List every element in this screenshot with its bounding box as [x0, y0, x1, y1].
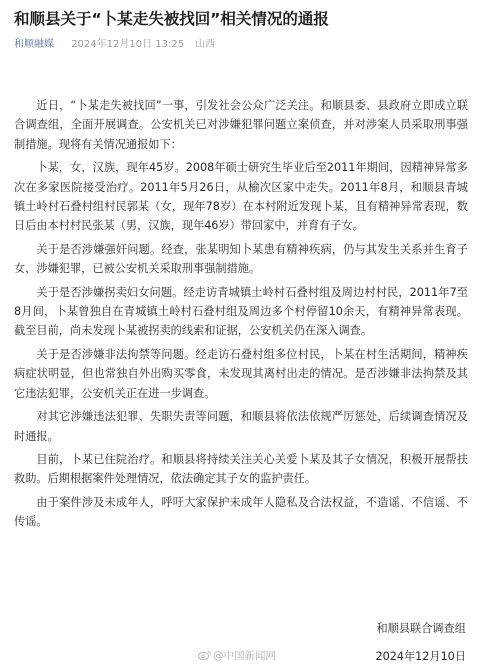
signature-date: 2024年12月10日	[375, 650, 466, 663]
paragraph-current-status: 目前，卜某已住院治疗。和顺县将持续关注关心关爱卜某及其子女情况，积极开展帮扶救助。后期根据案件处理情况，依法确定其子女的监护责任。	[14, 452, 468, 486]
watermark-text: @中国新闻网	[213, 650, 276, 662]
paragraph-other-issues: 对其它涉嫌违法犯罪、失职失责等问题，和顺县将依法依规严厉惩处，后续调查情况及时通报。	[14, 410, 468, 443]
article-source-link[interactable]: 和顺融媒	[14, 39, 54, 50]
weibo-logo-icon	[198, 650, 211, 660]
article-datetime: 2024年12月10日 13:25	[71, 39, 185, 50]
paragraph-intro: 近日，“卜某走失被找回”一事，引发社会公众广泛关注。和顺县委、县政府立即成立联合调查组，全面开展调查。公安机关已对涉嫌犯罪问题立案侦查，并对涉案人员采取刑事强制措施。现将有关情况通报如下：	[14, 99, 468, 151]
signature-organization: 和顺县联合调查组	[376, 622, 466, 635]
paragraph-background: 卜某，女，汉族，现年45岁。2008年硕士研究生毕业后至2011年期间，因精神异常多次在多家医院接受治疗。2011年5月26日，从榆次区家中走失。2011年8月，和顺县青城镇土岭村石叠村组村民郭某（女，现年78岁）在本村附近发现卜某，且有精神异常表现，数日后由本村村民张某（男，汉族，现年46岁）带回家中，并育有子女。	[14, 161, 468, 233]
article-body	[14, 96, 468, 536]
article-title: 和顺县关于“卜某走失被找回”相关情况的通报	[14, 10, 329, 28]
paragraph-trafficking-issue: 关于是否涉嫌拐卖妇女问题。经走访青城镇土岭村石叠村组及周边村村民，2011年7至8月间，卜某曾独自在青城镇土岭村石叠村组及周边多个村停留10余天，有精神异常表现。截至目前，尚未发现卜某被拐卖的线索和证据，公安机关仍在深入调查。	[14, 285, 468, 338]
paragraph-privacy-appeal: 由于案件涉及未成年人，呼吁大家保护未成年人隐私及合法权益，不造谣、不信谣、不传谣。	[14, 495, 468, 529]
article-location: 山西	[195, 39, 216, 50]
paragraph-rape-issue: 关于是否涉嫌强奸问题。经查，张某明知卜某患有精神疾病，仍与其发生关系并生育子女，涉嫌犯罪，已被公安机关采取刑事强制措施。	[14, 242, 468, 276]
paragraph-detention-issue: 关于是否涉嫌非法拘禁等问题。经走访石叠村组多位村民，卜某在村生活期间，精神疾病症状明显，但也常独自外出购买零食，未发现其离村出走的情况。是否涉嫌非法拘禁及其它违法犯罪，公安机关正在进一步调查。	[14, 347, 468, 400]
article-meta	[14, 38, 215, 52]
source-watermark	[198, 648, 276, 664]
